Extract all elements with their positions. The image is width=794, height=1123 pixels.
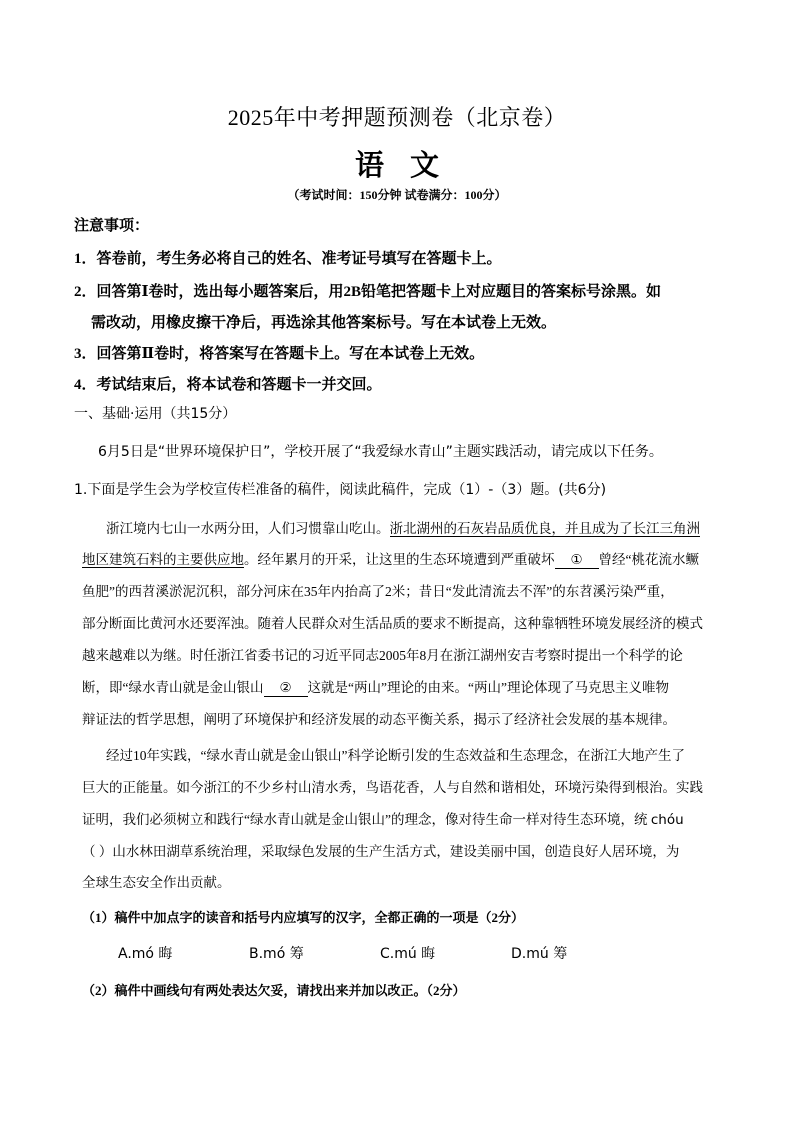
underlined-sentence: 浙北湖州的石灰岩品质优良，并且成为了长江三角洲 <box>389 521 700 536</box>
passage-text: 这就是“两山”理论的由来。“两山”理论体现了马克思主义唯物 <box>307 680 669 695</box>
passage-line <box>82 548 699 569</box>
note-item-2-continued: 需改动，用橡皮擦干净后，再选涂其他答案标号。写在本试卷上无效。 <box>91 315 557 331</box>
passage-text: 曾经“桃花流水鳜 <box>598 552 699 567</box>
blank-2: ② <box>264 680 308 697</box>
passage-line: 越来越难以为继。时任浙江省委书记的习近平同志2005年8月在浙江湖州安吉考察时提出一个科学的论 <box>82 648 683 663</box>
note-item-4: 4．考试结束后，将本试卷和答题卡一并交回。 <box>74 377 382 393</box>
note-item-2: 2．回答第Ⅰ卷时，选出每小题答案后，用2B铅笔把答题卡上对应题目的答案标号涂黑。如 <box>74 284 662 300</box>
passage-line: 辩证法的哲学思想，阐明了环境保护和经济发展的动态平衡关系，揭示了经济社会发展的基本规律。 <box>82 712 676 727</box>
option-d: D.mú 筹 <box>511 946 568 962</box>
exam-title: 2025年中考押题预测卷（北京卷） <box>227 105 567 130</box>
question-1: 1.下面是学生会为学校宣传栏准备的稿件，阅读此稿件，完成（1）-（3）题。(共6分) <box>74 482 607 498</box>
blank-1: ① <box>555 552 599 569</box>
passage-line: 巨大的正能量。如今浙江的不少乡村山清水秀，鸟语花香，人与自然和谐相处，环境污染得到根治。实践 <box>82 780 703 795</box>
subject-title: 语文 <box>354 150 465 182</box>
section-intro: 6月5日是“世界环境保护日”，学校开展了“我爱绿水青山”主题实践活动，请完成以下任务。 <box>98 444 663 460</box>
note-item-3: 3．回答第Ⅱ卷时，将答案写在答题卡上。写在本试卷上无效。 <box>74 346 485 362</box>
passage-line: 全球生态安全作出贡献。 <box>82 875 231 890</box>
passage-text: 证明，我们必须树立和践行“绿水青山就是金山银山”的理念，像对待生命一样对待生态环境，统 <box>82 812 648 827</box>
note-item-1: 1．答卷前，考生务必将自己的姓名、准考证号填写在答题卡上。 <box>74 251 502 267</box>
section-heading: 一、基础·运用（共15分） <box>74 406 237 422</box>
notes-heading: 注意事项： <box>74 218 150 234</box>
passage-text: 断，即“绿水青山就是金山银山 <box>82 680 264 695</box>
option-c: C.mú 晦 <box>380 946 436 962</box>
answer-parentheses: （ ） <box>82 844 113 859</box>
passage-text: 山水林田湖草系统治理，采取绿色发展的生产生活方式，建设美丽中国，创造良好人居环境，为 <box>112 844 680 859</box>
passage-line <box>82 808 684 828</box>
passage-line: 部分断面比黄河水还要浑浊。随着人民群众对生活品质的要求不断提高，这种靠牺牲环境发展经济的模式 <box>82 616 703 631</box>
sub-question-1: （1）稿件中加点字的读音和括号内应填写的汉字，全都正确的一项是（2分） <box>82 910 525 925</box>
passage-line: 鱼肥”的西苕溪淤泥沉积，部分河床在35年内抬高了2米；昔日“发此清流去不浑”的东苕溪污染严重， <box>82 584 674 599</box>
passage-line <box>106 517 700 537</box>
passage-line <box>82 840 679 860</box>
passage-text: 浙江境内七山一水两分田，人们习惯靠山吃山。 <box>106 521 390 536</box>
underlined-sentence: 地区建筑石料的主要供应地 <box>82 552 244 567</box>
option-a: A.mó 晦 <box>118 946 173 962</box>
pinyin: chóu <box>650 812 684 828</box>
passage-line <box>82 676 669 697</box>
option-b: B.mó 筹 <box>249 946 304 962</box>
passage-line: 经过10年实践，“绿水青山就是金山银山”科学论断引发的生态效益和生态理念，在浙江大地产生了 <box>106 748 685 763</box>
exam-info: （考试时间：150分钟 试卷满分：100分） <box>287 188 507 202</box>
passage-text: 。经年累月的开采，让这里的生态环境遭到严重破坏 <box>244 552 555 567</box>
sub-question-2: （2）稿件中画线句有两处表达欠妥，请找出来并加以改正。（2分） <box>82 983 466 998</box>
